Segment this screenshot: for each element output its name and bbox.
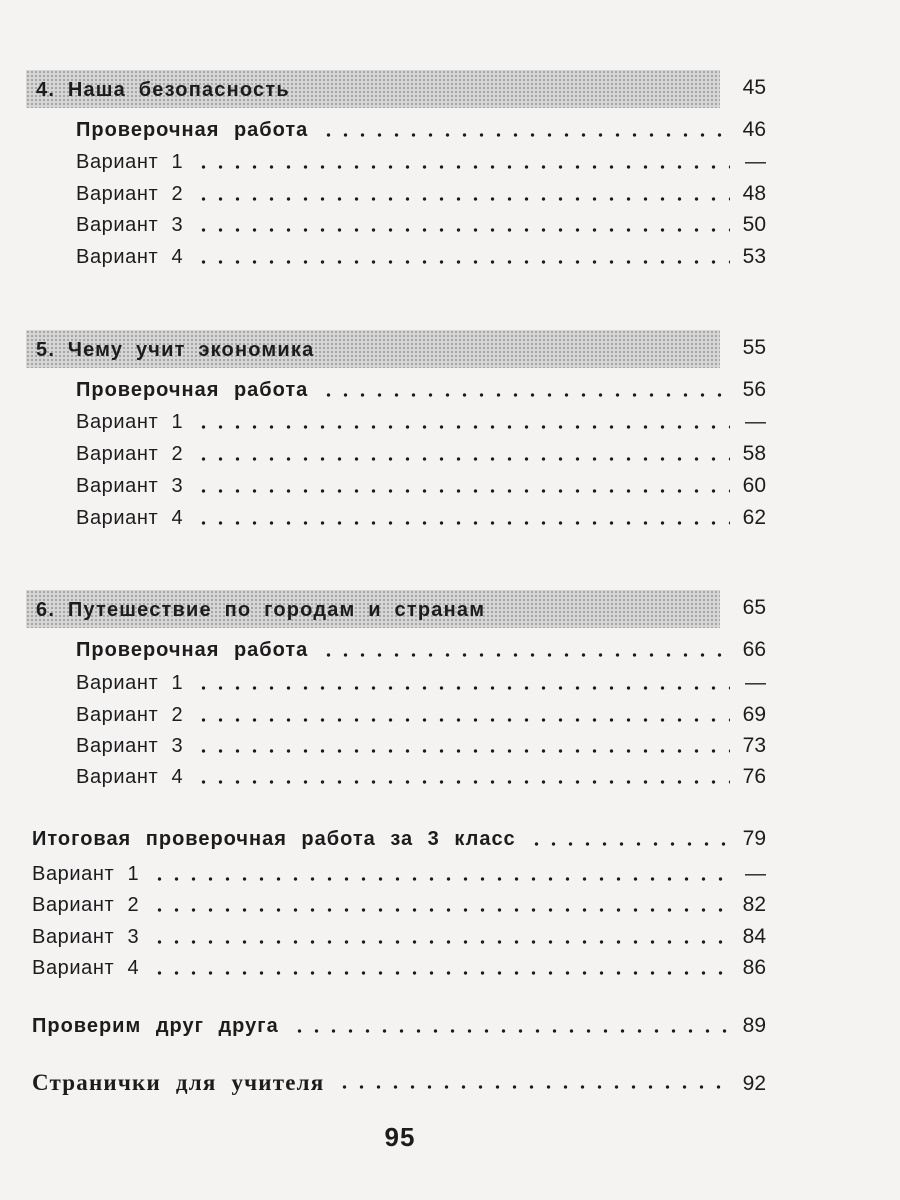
leader-dots [151, 939, 730, 945]
leader-dots [151, 970, 730, 976]
entry-page: — [745, 862, 766, 885]
toc-entry-variant [76, 182, 766, 212]
toc-entry-variant [32, 925, 766, 955]
entry-page: — [745, 150, 766, 173]
section-page-number: 65 [742, 596, 766, 619]
entry-label: Вариант 2 [76, 443, 184, 465]
entry-label: Странички для учителя [32, 1070, 325, 1095]
toc-entry-peer-check [32, 1014, 766, 1044]
entry-page: 60 [742, 474, 766, 497]
leader-dots [195, 685, 730, 691]
leader-dots [195, 717, 730, 723]
leader-dots [195, 748, 730, 754]
entry-page: 92 [742, 1072, 766, 1095]
entry-label: Вариант 1 [76, 411, 184, 433]
entry-label: Вариант 4 [76, 766, 184, 788]
leader-dots [336, 1084, 730, 1090]
leader-dots [320, 132, 730, 138]
toc-entry-check-work [76, 118, 766, 148]
entry-page: 73 [742, 734, 766, 757]
entry-page: 79 [742, 827, 766, 850]
entry-page: 86 [742, 956, 766, 979]
leader-dots [151, 876, 730, 882]
toc-entry-final-test [32, 827, 766, 857]
entry-label: Вариант 2 [76, 704, 184, 726]
leader-dots [320, 652, 730, 658]
entry-page: 82 [742, 893, 766, 916]
entry-label: Вариант 1 [32, 863, 140, 885]
entry-page: 56 [742, 378, 766, 401]
leader-dots [528, 841, 730, 847]
toc-entry-variant [76, 671, 766, 701]
toc-entry-teacher-pages [32, 1070, 766, 1100]
section-title: 5. Чему учит экономика [36, 339, 315, 361]
leader-dots [195, 164, 730, 170]
section-title: 6. Путешествие по городам и странам [36, 599, 486, 621]
toc-entry-variant [76, 506, 766, 536]
toc-entry-check-work [76, 638, 766, 668]
entry-label: Вариант 3 [32, 926, 140, 948]
leader-dots [195, 196, 730, 202]
toc-entry-variant [76, 410, 766, 440]
toc-entry-variant [76, 442, 766, 472]
entry-label: Вариант 3 [76, 214, 184, 236]
toc-entry-variant [76, 765, 766, 795]
toc-entry-variant [32, 893, 766, 923]
toc-entry-variant [76, 734, 766, 764]
entry-label: Итоговая проверочная работа за 3 класс [32, 828, 516, 850]
toc-entry-variant [76, 150, 766, 180]
entry-page: — [745, 671, 766, 694]
section-page-number: 55 [742, 336, 766, 359]
toc-entry-variant [76, 213, 766, 243]
entry-page: 84 [742, 925, 766, 948]
entry-page: 76 [742, 765, 766, 788]
toc-entry-variant [76, 474, 766, 504]
entry-page: — [745, 410, 766, 433]
toc-entry-variant [32, 862, 766, 892]
section-page-number: 45 [742, 76, 766, 99]
leader-dots [151, 907, 730, 913]
entry-label: Проверим друг друга [32, 1015, 279, 1037]
leader-dots [195, 259, 730, 265]
leader-dots [195, 779, 730, 785]
entry-label: Вариант 2 [32, 894, 140, 916]
entry-page: 89 [742, 1014, 766, 1037]
entry-page: 62 [742, 506, 766, 529]
entry-label: Вариант 3 [76, 735, 184, 757]
leader-dots [195, 456, 730, 462]
entry-page: 50 [742, 213, 766, 236]
leader-dots [195, 488, 730, 494]
entry-label: Проверочная работа [76, 379, 309, 401]
entry-label: Проверочная работа [76, 119, 309, 141]
entry-label: Вариант 3 [76, 475, 184, 497]
entry-page: 58 [742, 442, 766, 465]
page-number: 95 [384, 1122, 416, 1152]
toc-entry-check-work [76, 378, 766, 408]
leader-dots [195, 424, 730, 430]
leader-dots [195, 520, 730, 526]
entry-page: 48 [742, 182, 766, 205]
entry-label: Вариант 2 [76, 183, 184, 205]
toc-entry-variant [76, 245, 766, 275]
entry-page: 53 [742, 245, 766, 268]
toc-entry-variant [76, 703, 766, 733]
entry-page: 46 [742, 118, 766, 141]
entry-label: Вариант 4 [76, 246, 184, 268]
leader-dots [320, 392, 730, 398]
entry-label: Вариант 4 [76, 507, 184, 529]
entry-label: Вариант 1 [76, 672, 184, 694]
section-title: 4. Наша безопасность [36, 79, 290, 101]
entry-label: Вариант 4 [32, 957, 140, 979]
entry-label: Вариант 1 [76, 151, 184, 173]
leader-dots [291, 1028, 730, 1034]
entry-label: Проверочная работа [76, 639, 309, 661]
leader-dots [195, 227, 730, 233]
entry-page: 66 [742, 638, 766, 661]
entry-page: 69 [742, 703, 766, 726]
toc-entry-variant [32, 956, 766, 986]
